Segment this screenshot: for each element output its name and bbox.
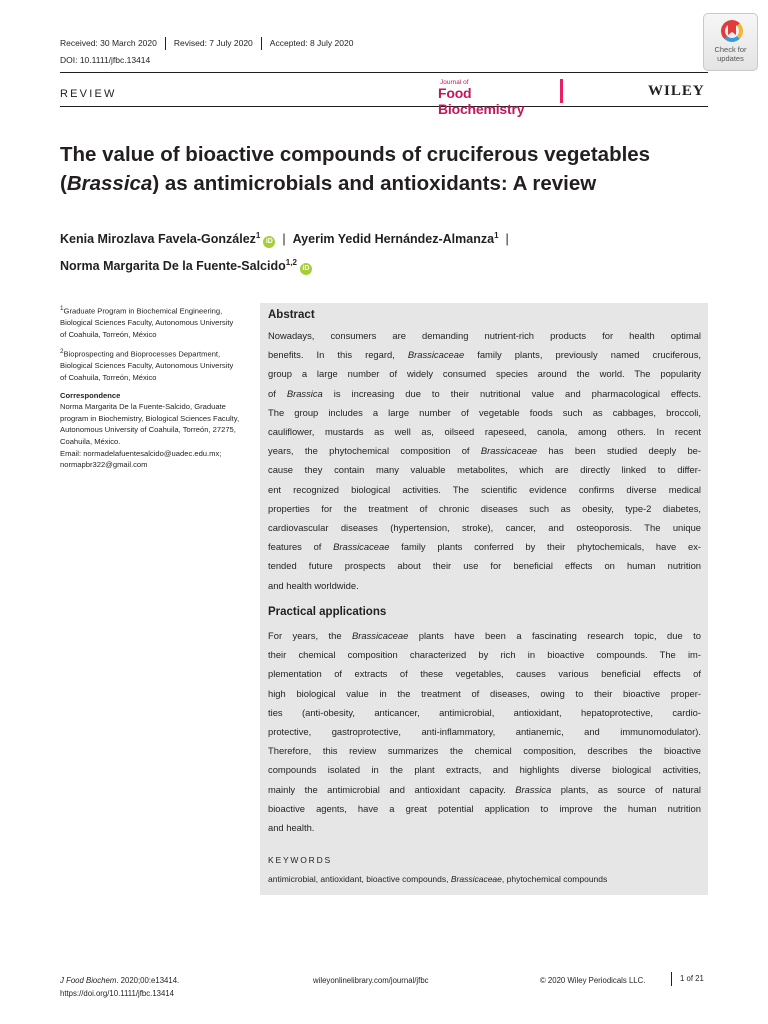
text-line: group a large number of widely consumed species around the world. The popularity xyxy=(268,368,701,380)
text-line: For years, the Brassicaceae plants have been a fascinating research topic, due to xyxy=(268,630,701,641)
journal-website-link[interactable]: wileyonlinelibrary.com/journal/jfbc xyxy=(313,976,429,985)
journal-logo-prefix: Journal of xyxy=(440,79,469,86)
correspondence-heading: Correspondence xyxy=(60,390,121,400)
revised-date: Revised: 7 July 2020 xyxy=(165,37,261,50)
received-date: Received: 30 March 2020 xyxy=(60,37,157,48)
text-line: Therefore, this review summarizes the chemical composition, describes the bioactive xyxy=(268,745,701,757)
text-line: Nowadays, consumers are demanding nutrient-rich products for health optimal xyxy=(268,330,701,341)
title-italic-genus: Brassica xyxy=(66,172,153,195)
author-list xyxy=(60,224,680,278)
practical-applications-text xyxy=(268,626,701,837)
author-separator: | xyxy=(505,232,509,247)
text-line: of Brassica is increasing due to their nutritional value and pharmacological effects. xyxy=(268,387,701,399)
text-line: benefits. In this regard, Brassicaceae family plants, previously named cruciferous, xyxy=(268,349,701,361)
text-line: ent recognized biological activities. The scientific evidence confirms diverse medical xyxy=(268,483,701,495)
text-line: compounds isolated in the plant extracts, and highlights diverse biological activities, xyxy=(268,764,701,776)
affiliation-text: Bioprospecting and Bioprocesses Department, Biological Sciences Faculty, Autonomous University of Coahuila, Torreón, México xyxy=(60,349,234,383)
article-title xyxy=(60,140,720,198)
journal-logo[interactable] xyxy=(438,79,563,117)
text-line: cauliflower, mustards as well as, oilseed rapeseed, canola, among others. In recent xyxy=(268,426,701,438)
author-affiliation-sup: 1 xyxy=(494,231,499,240)
text-line: cause they contain many valuable metabolites, which are directly linked to differ- xyxy=(268,464,701,476)
text-line: protective, gastroprotective, anti-inflammatory, antianemic, and immunomodulator). xyxy=(268,726,701,738)
affiliation-sup: 1 xyxy=(60,305,64,312)
doi-header[interactable]: DOI: 10.1111/jfbc.13414 xyxy=(60,55,151,65)
text-line: cardiovascular diseases (hypertension, stroke), cancer, and osteoporosis. The unique xyxy=(268,522,701,534)
text-line: features of Brassicaceae family plants conferred by their phytochemicals, have ex- xyxy=(268,541,701,553)
author-name[interactable]: Ayerim Yedid Hernández-Almanza xyxy=(292,232,495,247)
header-divider xyxy=(60,72,708,73)
author-affiliation-sup: 1,2 xyxy=(285,258,297,268)
practical-applications-heading: Practical applications xyxy=(268,606,387,618)
text-line: ties (anti-obesity, anticancer, antimicrobial, antioxidant, hepatoprotective, cardio- xyxy=(268,706,701,718)
citation-footer xyxy=(60,974,179,1000)
citation-journal: J Food Biochem xyxy=(60,976,117,985)
orcid-icon[interactable]: iD xyxy=(263,236,275,248)
affiliation-1 xyxy=(60,303,240,340)
text-line: tended future prospects about their use for beneficial effects on human nutrition xyxy=(268,560,701,572)
affiliation-text: Graduate Program in Biochemical Engineering, Biological Sciences Faculty, Autonomous University of Coahuila, Torreón, México xyxy=(60,306,234,339)
check-for-updates-label: Check for updates xyxy=(714,45,747,63)
author-separator: | xyxy=(282,232,286,247)
text-line: bioactive agents, have a great potential application to improve the human nutrition xyxy=(268,802,701,814)
title-part-2: ) as antimicrobials and antioxidants: A review xyxy=(152,172,597,195)
text-line: properties for the treatment of chronic diseases such as obesity, type-2 diabetes, xyxy=(268,502,701,514)
correspondence-email[interactable]: Email: normadelafuentesalcido@uadec.edu.mx; normapbr322@gmail.com xyxy=(60,448,222,470)
article-type-label: REVIEW xyxy=(60,88,117,100)
doi-link[interactable]: https://doi.org/10.1111/jfbc.13414 xyxy=(60,989,175,998)
orcid-icon[interactable]: iD xyxy=(300,263,312,275)
affiliation-sup: 2 xyxy=(60,348,64,356)
abstract-heading: Abstract xyxy=(268,309,315,321)
author-affiliation-sup: 1 xyxy=(255,231,261,240)
text-line: high biological value in the treatment of diseases, owing to their bioactive proper- xyxy=(268,687,701,699)
check-for-updates-button[interactable] xyxy=(703,13,758,71)
author-name[interactable]: Norma Margarita De la Fuente-Salcido xyxy=(60,259,286,274)
copyright-notice: © 2020 Wiley Periodicals LLC. xyxy=(540,976,646,985)
text-line: mainly the antimicrobial and antioxidant capacity. Brassica plants, as source of natural xyxy=(268,783,701,795)
text-line: The group includes a large number of vegetable foods such as cabbages, broccoli, xyxy=(268,406,701,418)
journal-logo-name: Food Biochemistry xyxy=(438,85,525,117)
abstract-box xyxy=(260,303,708,895)
affiliation-2 xyxy=(60,346,240,383)
keywords-heading: KEYWORDS xyxy=(268,855,332,865)
section-divider xyxy=(60,106,708,107)
publisher-logo[interactable]: WILEY xyxy=(648,83,705,99)
text-line: and health worldwide. xyxy=(268,579,359,591)
text-line: their chemical composition characterized by rich in bioactive compounds. The im- xyxy=(268,649,701,661)
text-line: years, the phytochemical composition of Brassicaceae has been studied deeply be- xyxy=(268,445,702,457)
text-line: plementation of extracts of these vegetables, causes various beneficial effects of xyxy=(268,668,701,680)
keywords-text: antimicrobial, antioxidant, bioactive compounds, Brassicaceae, phytochemical compounds xyxy=(268,874,608,884)
accepted-date: Accepted: 8 July 2020 xyxy=(261,37,362,50)
article-dates xyxy=(60,36,361,50)
author-name[interactable]: Kenia Mirozlava Favela-González xyxy=(60,232,256,247)
citation-details: . 2020;00:e13414. xyxy=(116,976,180,985)
affiliations-column xyxy=(60,303,240,477)
text-line: and health. xyxy=(268,822,315,834)
page-number: 1 of 21 xyxy=(671,972,704,986)
abstract-text xyxy=(268,326,701,595)
correspondence-text: Norma Margarita De la Fuente-Salcido, Graduate program in Biochemistry, Biological Sciences Faculty, Autonomous University of Coahuila, Torreón, 27275, Coahuila, México. xyxy=(60,402,240,446)
title-part-1: The value of bioactive compounds of cruciferous vegetables ( xyxy=(60,143,651,195)
